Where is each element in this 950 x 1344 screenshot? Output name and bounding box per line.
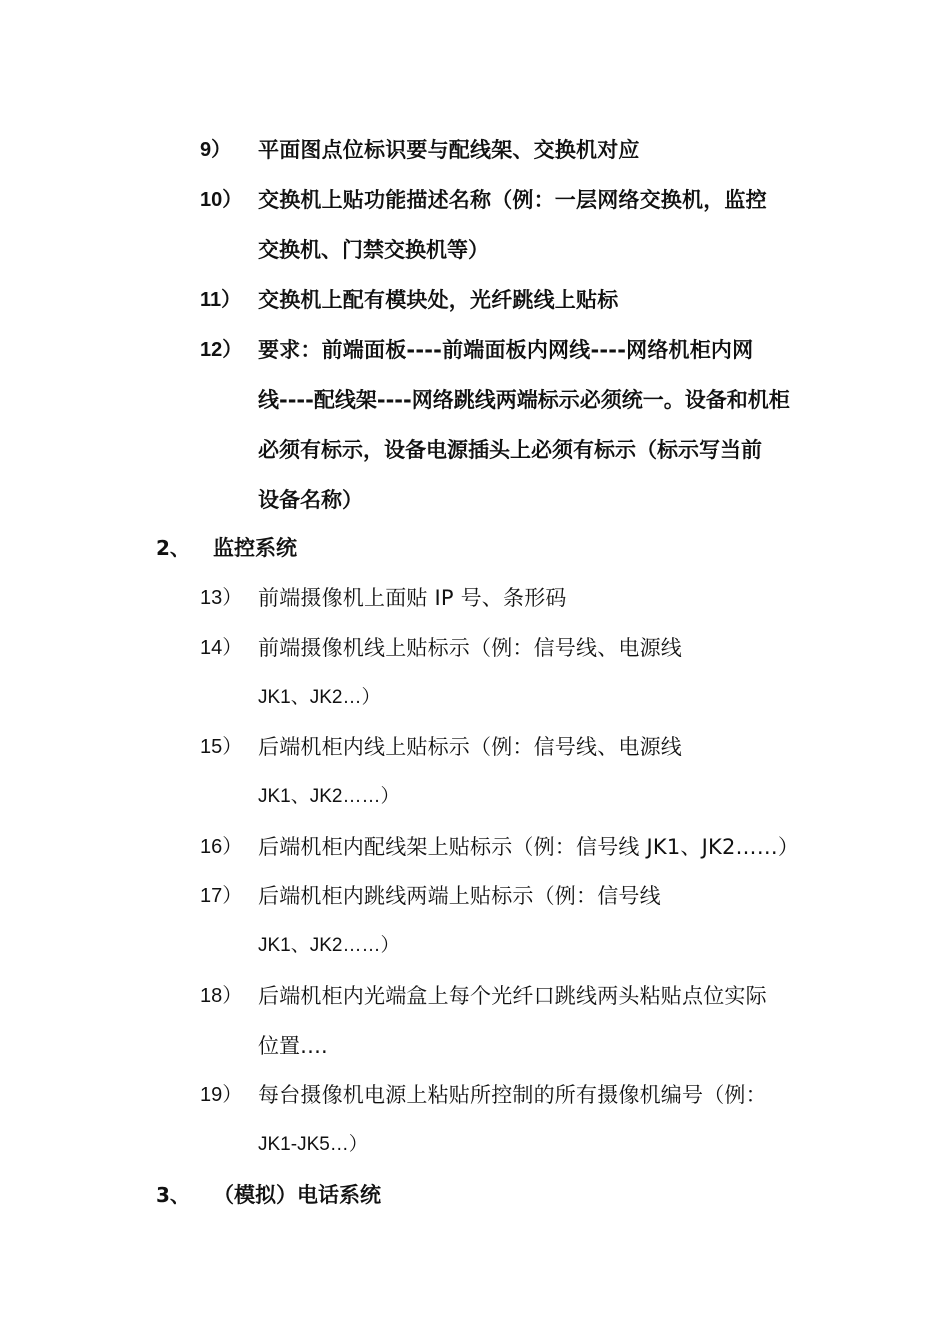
item-text-continued: 位置….	[258, 1034, 328, 1058]
item-number: 16）	[200, 836, 243, 858]
item-number: 15）	[200, 736, 243, 758]
item-number: 17）	[200, 885, 243, 907]
item-text: 后端机柜内光端盒上每个光纤口跳线两头粘贴点位实际	[258, 984, 767, 1008]
item-text-continued: JK1、JK2……）	[258, 786, 400, 807]
item-number: 10）	[200, 189, 243, 211]
item-text: 后端机柜内跳线两端上贴标示（例：信号线	[258, 884, 661, 908]
item-text-continued: JK1、JK2……）	[258, 935, 400, 956]
item-number: 14）	[200, 637, 243, 659]
item-number: 12）	[200, 339, 243, 361]
item-number: 19）	[200, 1084, 243, 1106]
item-text: 前端摄像机线上贴标示（例：信号线、电源线	[258, 636, 682, 660]
item-text: 每台摄像机电源上粘贴所控制的所有摄像机编号（例：	[258, 1083, 767, 1107]
item-text: 平面图点位标识要与配线架、交换机对应	[258, 138, 640, 162]
item-text: 交换机上贴功能描述名称（例：一层网络交换机，监控	[258, 188, 767, 212]
item-number: 13）	[200, 587, 243, 609]
section-number: 3、	[156, 1183, 190, 1207]
item-number: 9）	[200, 139, 232, 161]
item-text: 后端机柜内配线架上贴标示（例：信号线 JK1、JK2……）	[258, 835, 800, 859]
item-number: 11）	[200, 289, 242, 311]
item-text: 要求：前端面板----前端面板内网线----网络机柜内网	[258, 338, 754, 362]
item-text-continued: 必须有标示，设备电源插头上必须有标示（标示写当前	[258, 438, 762, 462]
section-number: 2、	[156, 536, 190, 560]
item-text: 交换机上配有模块处，光纤跳线上贴标	[258, 288, 619, 312]
section-title: （模拟）电话系统	[213, 1183, 381, 1207]
item-text: 后端机柜内线上贴标示（例：信号线、电源线	[258, 735, 682, 759]
item-text-continued: JK1-JK5…）	[258, 1134, 368, 1155]
item-text-continued: 交换机、门禁交换机等）	[258, 238, 489, 262]
item-text-continued: 设备名称）	[258, 488, 363, 512]
section-title: 监控系统	[213, 536, 297, 560]
item-text-continued: 线----配线架----网络跳线两端标示必须统一。设备和机柜	[258, 388, 790, 412]
item-text-continued: JK1、JK2…）	[258, 687, 381, 708]
item-text: 前端摄像机上面贴 IP 号、条形码	[258, 586, 567, 610]
item-number: 18）	[200, 985, 243, 1007]
